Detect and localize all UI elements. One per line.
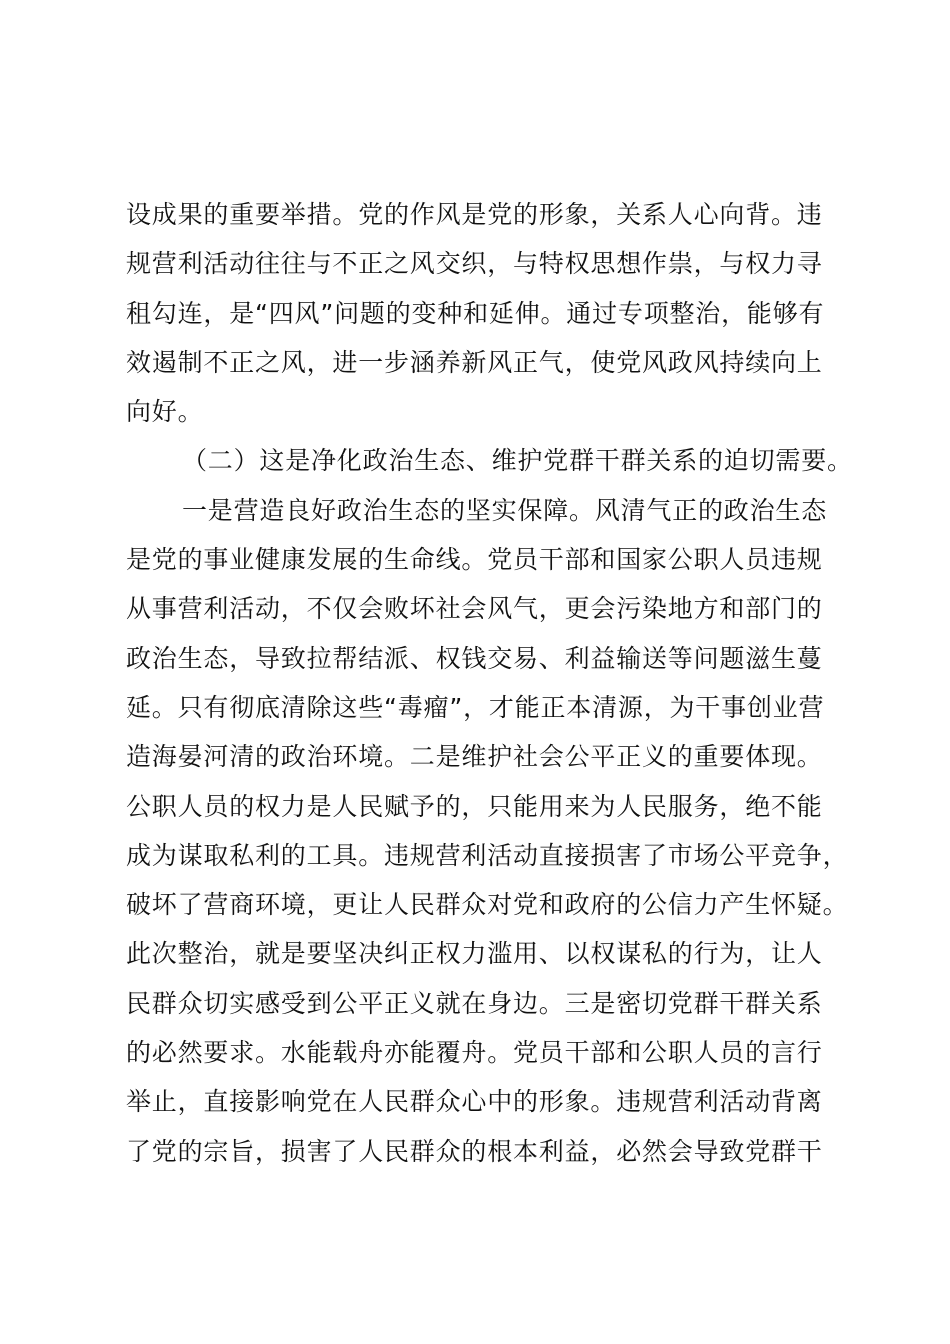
text-line: 此次整治，就是要坚决纠正权力滥用、以权谋私的行为，让人 bbox=[126, 939, 823, 969]
text-line: 效遏制不正之风，进一步涵养新风正气，使党风政风持续向上 bbox=[126, 347, 823, 377]
body-text bbox=[126, 190, 853, 1176]
text-line: 了党的宗旨，损害了人民群众的根本利益，必然会导致党群干 bbox=[126, 1136, 823, 1166]
text-line: 从事营利活动，不仅会败坏社会风气，更会污染地方和部门的 bbox=[126, 594, 823, 624]
text-line: 是党的事业健康发展的生命线。党员干部和国家公职人员违规 bbox=[126, 545, 823, 575]
text-line: 公职人员的权力是人民赋予的，只能用来为人民服务，绝不能 bbox=[126, 791, 823, 821]
text-line: 延。只有彻底清除这些“毒瘤”，才能正本清源，为干事创业营 bbox=[126, 692, 825, 722]
text-line: 规营利活动往往与不正之风交织，与特权思想作祟，与权力寻 bbox=[126, 249, 823, 279]
text-line: 政治生态，导致拉帮结派、权钱交易、利益输送等问题滋生蔓 bbox=[126, 643, 823, 673]
section-heading: （二）这是净化政治生态、维护党群干群关系的迫切需要。 bbox=[182, 446, 853, 476]
text-line: 成为谋取私利的工具。违规营利活动直接损害了市场公平竞争， bbox=[126, 840, 849, 870]
text-line: 破坏了营商环境，更让人民群众对党和政府的公信力产生怀疑。 bbox=[126, 890, 849, 920]
paragraph-first-line: 一是营造良好政治生态的坚实保障。风清气正的政治生态 bbox=[182, 495, 828, 525]
text-line: 的必然要求。水能载舟亦能覆舟。党员干部和公职人员的言行 bbox=[126, 1038, 823, 1068]
text-line: 向好。 bbox=[126, 397, 204, 427]
text-line: 设成果的重要举措。党的作风是党的形象，关系人心向背。违 bbox=[126, 200, 823, 229]
text-line: 举止，直接影响党在人民群众心中的形象。违规营利活动背离 bbox=[126, 1087, 823, 1117]
text-line: 造海晏河清的政治环境。二是维护社会公平正义的重要体现。 bbox=[126, 742, 823, 772]
text-line: 租勾连，是“四风”问题的变种和延伸。通过专项整治，能够有 bbox=[126, 298, 825, 328]
text-line: 民群众切实感受到公平正义就在身边。三是密切党群干群关系 bbox=[126, 988, 823, 1018]
